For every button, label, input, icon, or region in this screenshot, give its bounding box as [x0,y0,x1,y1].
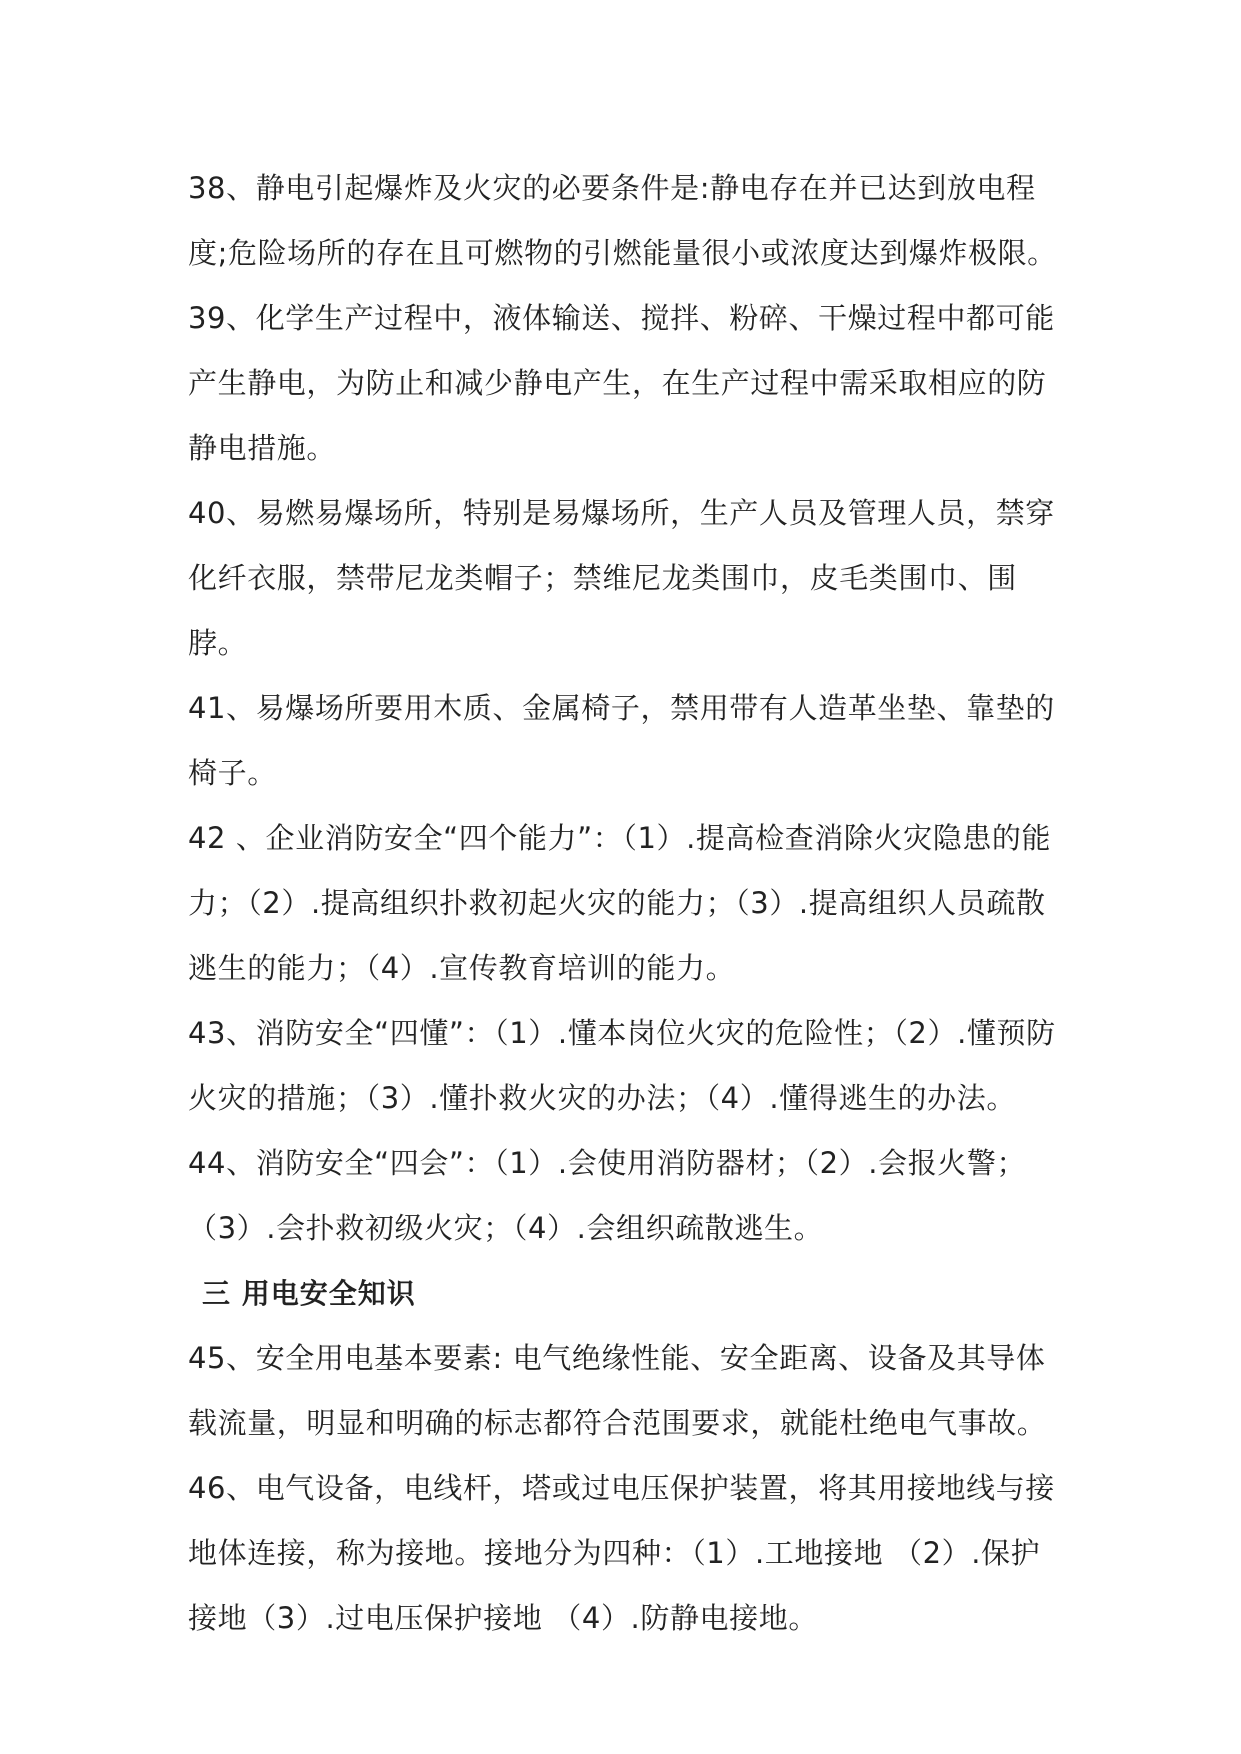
document-body [188,156,1068,1651]
item-45: 45、安全用电基本要素: 电气绝缘性能、安全距离、设备及其导体载流量，明显和明确的标志都符合范围要求，就能杜绝电气事故。 [188,1341,1047,1440]
item-39: 39、化学生产过程中，液体输送、搅拌、粉碎、干燥过程中都可能产生静电，为防止和减少静电产生，在生产过程中需采取相应的防静电措施。 [188,301,1055,465]
item-43: 43、消防安全“四懂”：（1）.懂本岗位火灾的危险性；（2）.懂预防火灾的措施；（3）.懂扑救火灾的办法；（4）.懂得逃生的办法。 [188,1016,1056,1115]
item-46: 46、电气设备，电线杆，塔或过电压保护装置，将其用接地线与接地体连接，称为接地。接地分为四种：（1）.工地接地 （2）.保护接地（3）.过电压保护接地 （4）.防静电接地。 [188,1471,1055,1635]
item-42: 42 、企业消防安全“四个能力”：（1）.提高检查消除火灾隐患的能力；（2）.提高组织扑救初起火灾的能力；（3）.提高组织人员疏散逃生的能力；（4）.宣传教育培训的能力。 [188,821,1052,985]
item-38: 38、静电引起爆炸及火灾的必要条件是:静电存在并已达到放电程度;危险场所的存在且可燃物的引燃能量很小或浓度达到爆炸极限。 [188,171,1057,270]
item-40: 40、易燃易爆场所，特别是易爆场所，生产人员及管理人员，禁穿化纤衣服，禁带尼龙类帽子；禁维尼龙类围巾，皮毛类围巾、围脖。 [188,496,1055,660]
item-44: 44、消防安全“四会”：（1）.会使用消防器材；（2）.会报火警；（3）.会扑救初级火灾；（4）.会组织疏散逃生。 [188,1146,1027,1245]
item-41: 41、易爆场所要用木质、金属椅子，禁用带有人造革坐垫、靠垫的椅子。 [188,691,1055,790]
section-heading: 三 用电安全知识 [202,1277,416,1310]
